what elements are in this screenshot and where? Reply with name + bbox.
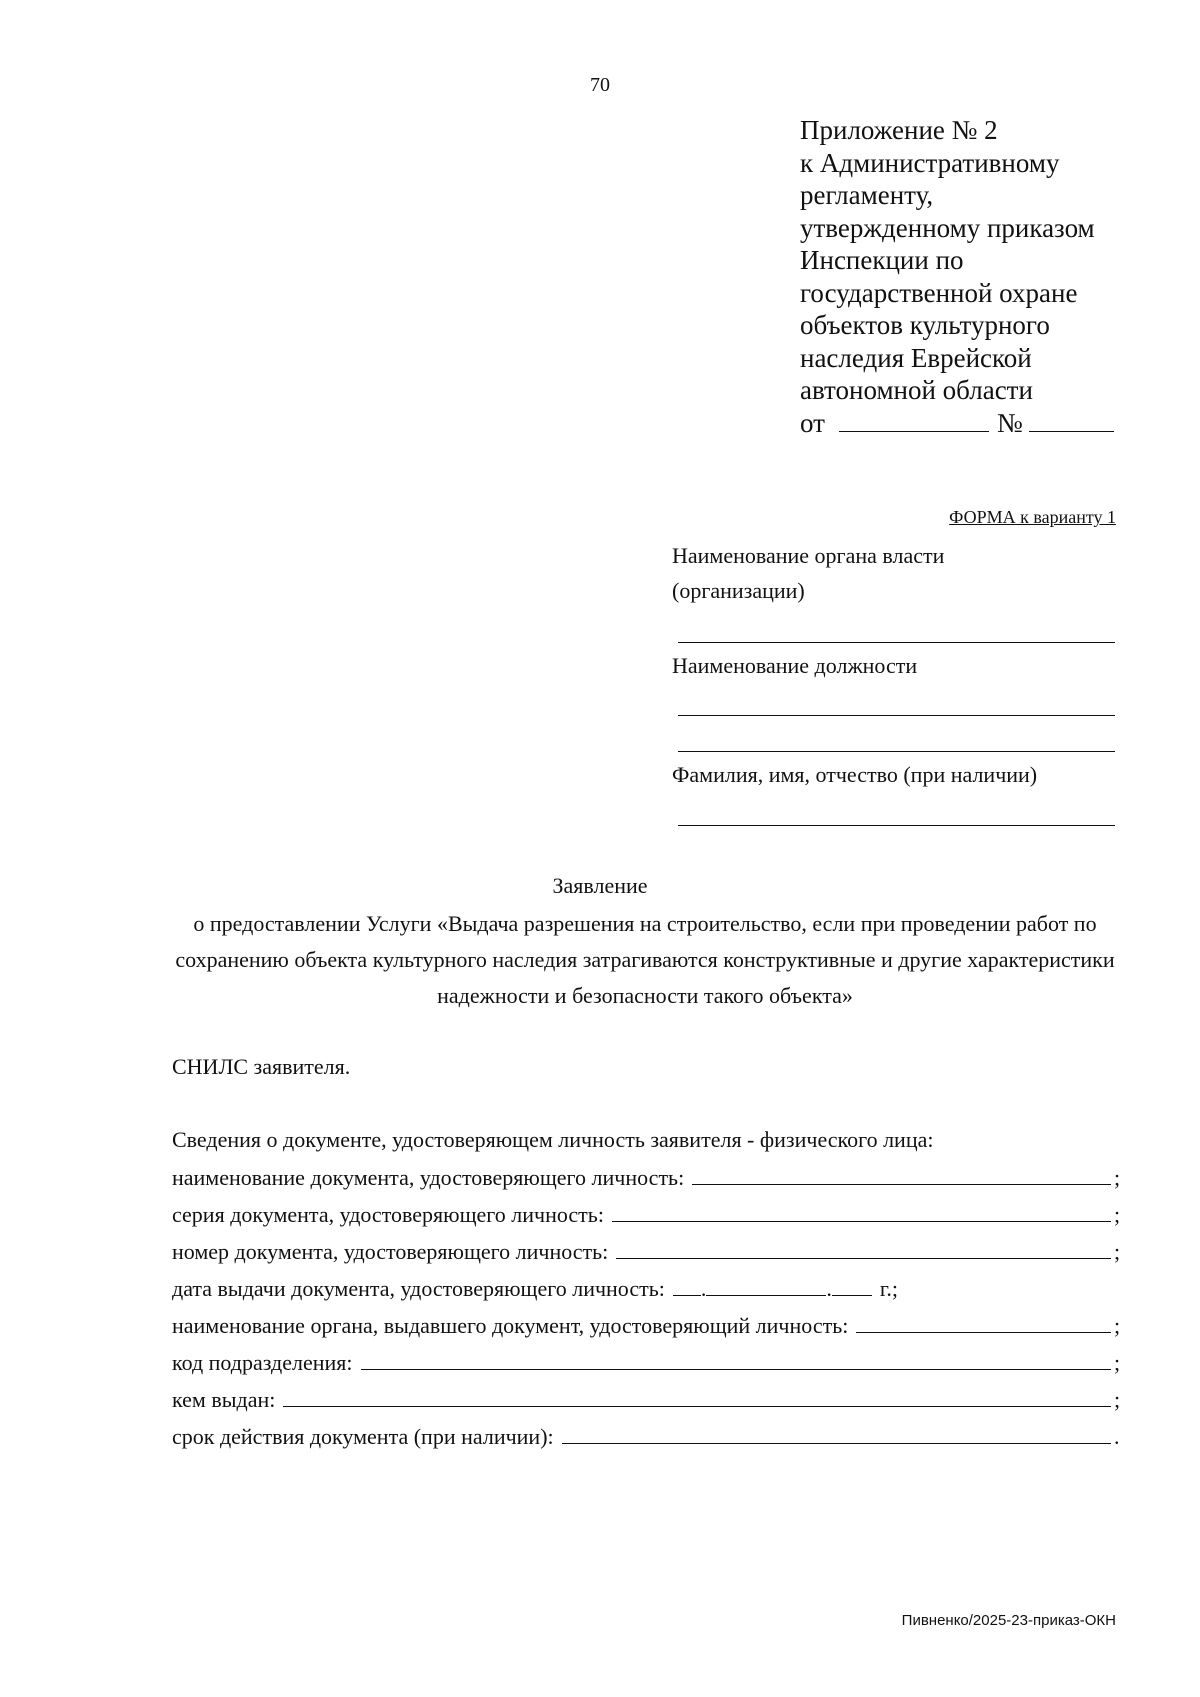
- form-variant-label: ФОРМА к варианту 1: [949, 507, 1116, 527]
- field-end: ;: [1114, 1239, 1121, 1264]
- document-info-section: [172, 1125, 1122, 1458]
- field-label: серия документа, удостоверяющего личность:: [172, 1202, 604, 1227]
- appendix-line: Приложение № 2: [800, 115, 998, 145]
- doc-field-issue-date: [172, 1273, 1122, 1310]
- appendix-line: наследия Еврейской: [800, 342, 1032, 373]
- field-label: наименование документа, удостоверяющего личность:: [172, 1165, 685, 1190]
- org-blank-line[interactable]: [678, 642, 1115, 643]
- org-label: Наименование органа власти: [672, 543, 945, 568]
- field-label: дата выдачи документа, удостоверяющего личность:: [172, 1276, 665, 1301]
- statement-title: Заявление: [552, 873, 648, 898]
- footer-document-code: Пивненко/2025-23-приказ-ОКН: [901, 1612, 1116, 1629]
- field-blank[interactable]: [692, 1162, 1111, 1185]
- doc-field-issuer-name: [172, 1310, 1122, 1347]
- snils-label: СНИЛС заявителя.: [172, 1054, 351, 1079]
- doc-field-division-code: [172, 1347, 1122, 1384]
- year-blank[interactable]: [832, 1273, 872, 1296]
- org-label-continued: (организации): [672, 578, 805, 603]
- doc-field-number: [172, 1236, 1122, 1273]
- date-blank[interactable]: [839, 407, 989, 432]
- field-end: ;: [1114, 1387, 1121, 1412]
- field-blank[interactable]: [562, 1421, 1111, 1444]
- date-separator: .: [826, 1276, 832, 1301]
- number-blank[interactable]: [1029, 407, 1114, 432]
- appendix-line: объектов культурного: [800, 310, 1050, 340]
- field-blank[interactable]: [612, 1199, 1111, 1222]
- field-label: наименование органа, выдавшего документ, удостоверяющий личность:: [172, 1313, 849, 1338]
- page-number: 70: [590, 74, 610, 96]
- from-label: от: [800, 407, 825, 438]
- appendix-line: регламенту,: [800, 180, 934, 210]
- doc-field-issued-by: [172, 1384, 1122, 1421]
- appendix-date-number-line: [800, 407, 1130, 440]
- field-blank[interactable]: [616, 1236, 1111, 1259]
- field-label: код подразделения:: [172, 1350, 353, 1375]
- field-blank[interactable]: [283, 1384, 1111, 1407]
- field-end: ;: [1114, 1165, 1121, 1190]
- field-end: .: [1114, 1424, 1120, 1449]
- field-end: ;: [1114, 1350, 1121, 1375]
- appendix-line: автономной области: [800, 375, 1033, 405]
- appendix-line: к Административному: [800, 147, 1060, 178]
- field-end: ;: [1114, 1202, 1121, 1227]
- year-suffix: г.;: [879, 1276, 899, 1301]
- field-blank[interactable]: [856, 1310, 1111, 1333]
- document-info-heading: Сведения о документе, удостоверяющем личность заявителя - физического лица:: [172, 1127, 934, 1152]
- position-label: Наименование должности: [672, 653, 918, 678]
- field-end: ;: [1114, 1313, 1121, 1338]
- field-label: кем выдан:: [172, 1387, 276, 1412]
- date-separator: .: [700, 1276, 707, 1301]
- statement-subtitle: о предоставлении Услуги «Выдача разрешения на строительство, если при проведении работ по сохранению объекта культурного наследия затрагиваются конструктивные и другие характеристики надежности и безопасности такого объекта»: [175, 911, 1115, 1008]
- day-blank[interactable]: [673, 1273, 701, 1296]
- appendix-line: Инспекции по: [800, 245, 964, 275]
- month-blank[interactable]: [706, 1273, 826, 1296]
- doc-field-series: [172, 1199, 1122, 1236]
- appendix-header: [800, 114, 1130, 439]
- doc-field-validity: [172, 1421, 1122, 1458]
- position-blank-line[interactable]: [678, 715, 1115, 716]
- position-blank-line-2[interactable]: [678, 751, 1115, 752]
- field-blank[interactable]: [361, 1347, 1111, 1370]
- fio-label: Фамилия, имя, отчество (при наличии): [672, 762, 1038, 787]
- doc-field-name: [172, 1162, 1122, 1199]
- field-label: срок действия документа (при наличии):: [172, 1424, 554, 1449]
- field-label: номер документа, удостоверяющего личность:: [172, 1239, 609, 1264]
- fio-blank-line[interactable]: [678, 825, 1115, 826]
- number-sign: №: [996, 407, 1023, 438]
- appendix-line: утвержденному приказом: [800, 212, 1095, 243]
- appendix-line: государственной охране: [800, 277, 1078, 308]
